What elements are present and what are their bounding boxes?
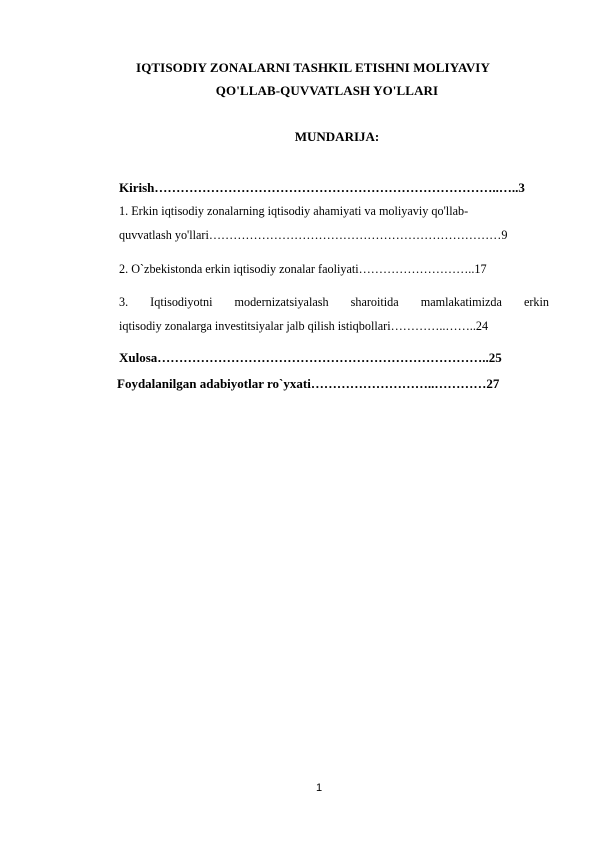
toc-entry-3-line-1 <box>119 295 549 310</box>
toc-entry-xulosa: Xulosa…………………………………………………………………..25 <box>119 350 502 365</box>
toc-entry-3-word: erkin <box>523 295 550 309</box>
toc-entry-3-word: modernizatsiyalash <box>234 295 329 309</box>
document-title-line-2: QO'LLAB-QUVVATLASH YO'LLARI <box>215 83 439 98</box>
toc-entry-3-word: sharoitida <box>350 295 399 309</box>
toc-entry-3-word: mamlakatimizda <box>420 295 502 309</box>
toc-entry-3-word: 3. <box>119 295 129 309</box>
toc-entry-3-line-2: iqtisodiy zonalarga investitsiyalar jalb qilish istiqbollari…………..……..24 <box>119 319 489 333</box>
toc-entry-1-line-2: quvvatlash yo'llari………………………………………………………………9 <box>119 228 508 242</box>
toc-entry-adabiyotlar: Foydalanilgan adabiyotlar ro`yxati………………………..…………27 <box>117 376 500 391</box>
contents-heading: MUNDARIJA: <box>294 129 380 144</box>
toc-entry-2: 2. O`zbekistonda erkin iqtisodiy zonalar faoliyati………………………..17 <box>119 262 487 276</box>
page-number: 1 <box>315 782 323 794</box>
toc-entry-1-line-1: 1. Erkin iqtisodiy zonalarning iqtisodiy ahamiyati va moliyaviy qo'llab- <box>119 204 469 218</box>
toc-entry-3-word: Iqtisodiyotni <box>150 295 213 309</box>
document-title-line-1: IQTISODIY ZONALARNI TASHKIL ETISHNI MOLIYAVIY <box>136 60 490 75</box>
toc-entry-kirish: Kirish……………………………………………………………………..…..3 <box>119 180 525 195</box>
